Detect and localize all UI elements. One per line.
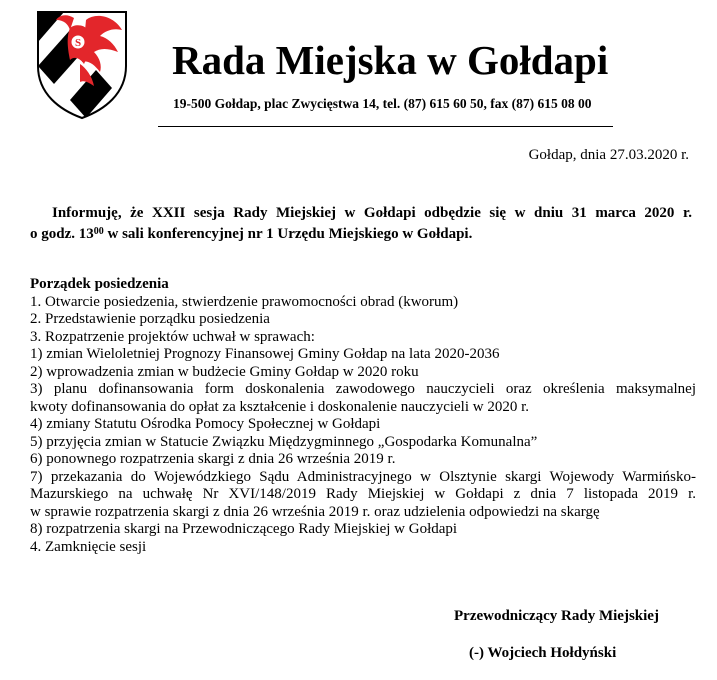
time-minutes-superscript: 00 xyxy=(93,226,104,237)
session-announcement xyxy=(30,203,692,245)
council-address: 19-500 Gołdap, plac Zwycięstwa 14, tel. (87) 615 60 50, fax (87) 615 08 00 xyxy=(173,96,592,111)
agenda-heading: Porządek posiedzenia xyxy=(30,276,169,292)
agenda-item: 8) rozpatrzenia skargi na Przewodniczącego Rady Miejskiej w Gołdapi xyxy=(30,521,458,537)
agenda-item: 2) wprowadzenia zmian w budżecie Gminy Gołdap w 2020 roku xyxy=(30,363,419,380)
agenda xyxy=(30,276,696,556)
agenda-item: 4. Zamknięcie sesji xyxy=(30,538,147,555)
agenda-item: 2. Przedstawienie porządku posiedzenia xyxy=(30,311,270,327)
signature-title: Przewodniczący Rady Miejskiej xyxy=(454,608,659,624)
goldap-coat-of-arms-icon xyxy=(34,8,130,120)
agenda-item: 3. Rozpatrzenie projektów uchwał w sprawach: xyxy=(30,328,315,345)
agenda-item: 3) planu dofinansowania form doskonalenia zawodowego nauczycieli oraz określenia maksymalnej xyxy=(30,381,696,397)
header-divider xyxy=(158,126,613,127)
announcement-line-1: Informuję, że XXII sesja Rady Miejskiej w Gołdapi odbędzie się w dniu 31 marca 2020 r. xyxy=(52,205,692,221)
agenda-item: 5) przyjęcia zmian w Statucie Związku Międzygminnego „Gospodarka Komunalna” xyxy=(30,433,538,450)
agenda-item: 1. Otwarcie posiedzenia, stwierdzenie prawomocności obrad (kworum) xyxy=(30,293,459,310)
council-title: Rada Miejska w Gołdapi xyxy=(172,37,609,83)
agenda-item: 6) ponownego rozpatrzenia skargi z dnia 26 września 2019 r. xyxy=(30,451,396,467)
document-date: Gołdap, dnia 27.03.2020 r. xyxy=(528,147,689,163)
signature-name: (-) Wojciech Hołdyński xyxy=(469,645,617,661)
agenda-item: Mazurskiego na uchwałę Nr XVI/148/2019 Rady Miejskiej w Gołdapi z dnia 7 listopada 2019 r. xyxy=(30,486,696,502)
agenda-item: kwoty dofinansowania do opłat za kształcenie i doskonalenie nauczycieli w 2020 r. xyxy=(30,398,530,415)
announcement-line-2: o godz. $13^{00}$ w sali konferencyjnej nr 1 Urzędu Miejskiego w Gołdapi. xyxy=(30,226,473,242)
agenda-item: 7) przekazania do Wojewódzkiego Sądu Administracyjnego w Olsztynie skargi Wojewody Warmińsko- xyxy=(30,468,696,485)
agenda-item: 4) zmiany Statutu Ośrodka Pomocy Społecznej w Gołdapi xyxy=(30,416,381,432)
agenda-item: 1) zmian Wieloletniej Prognozy Finansowej Gminy Gołdap na lata 2020-2036 xyxy=(30,346,500,362)
svg-text:S: S xyxy=(74,37,82,49)
agenda-item: w sprawie rozpatrzenia skargi z dnia 26 września 2019 r. oraz udzielenia odpowiedzi na skargę xyxy=(30,503,600,520)
